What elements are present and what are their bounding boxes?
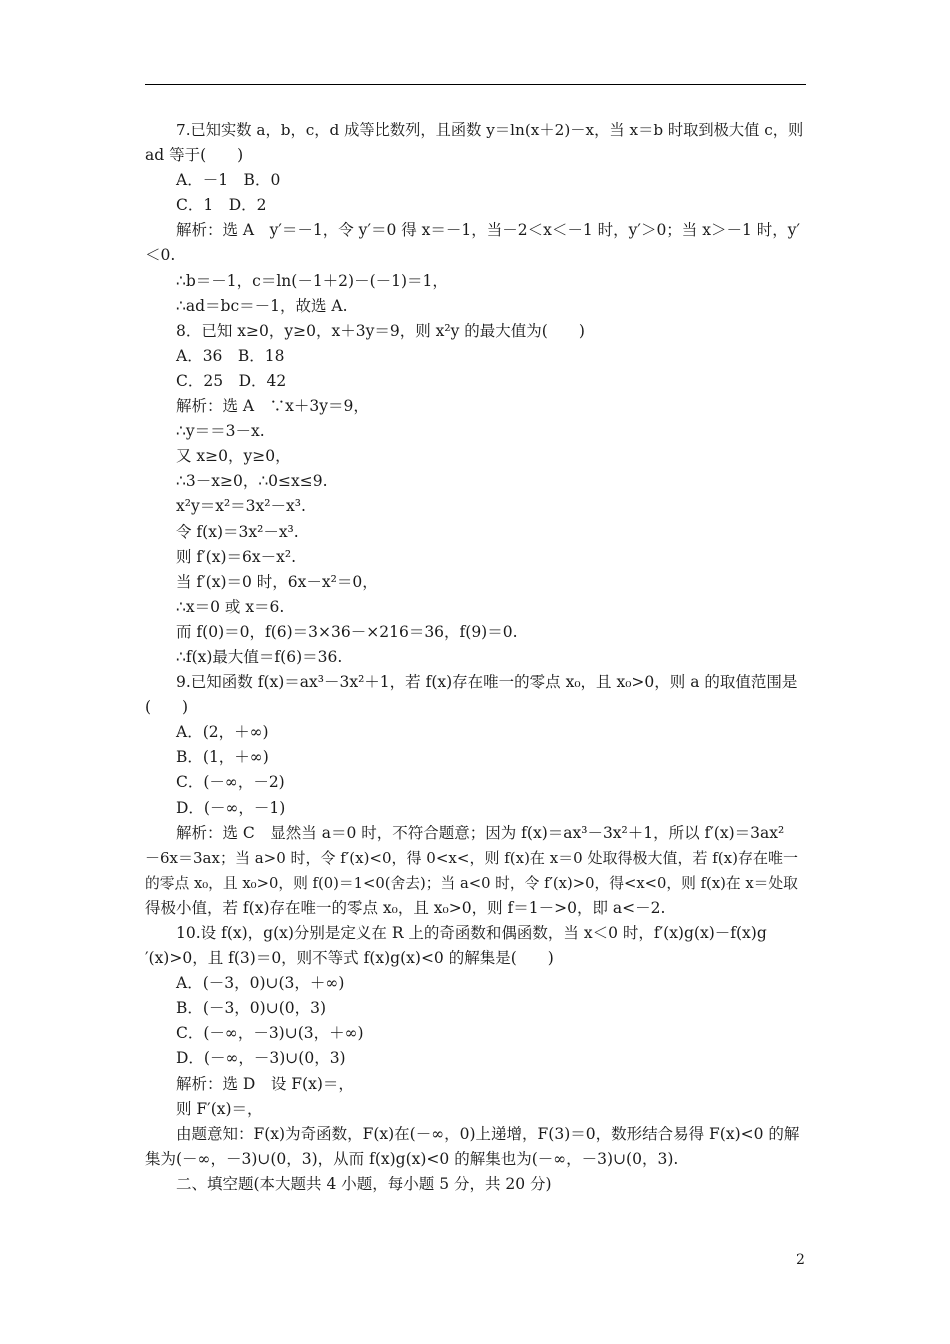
text-line: ( ) [145, 698, 189, 717]
text-line: ∴3－x≥0，∴0≤x≤9. [176, 472, 328, 491]
text-line: B．(1，＋∞) [176, 748, 269, 767]
text-line: 由题意知：F(x)为奇函数，F(x)在(－∞，0)上递增，F(3)＝0，数形结合易得 F(x)<0 的解 [176, 1124, 800, 1143]
text-line: 解析：选 C 显然当 a＝0 时，不符合题意；因为 f(x)＝ax³－3x²＋1，所以 f′(x)＝3ax² [176, 823, 785, 842]
text-line: 解析：选 A y′＝－1，令 y′＝0 得 x＝－1，当－2＜x＜－1 时，y′＞0；当 x＞－1 时，y′ [176, 221, 801, 240]
text-line: ∴y＝＝3－x. [176, 422, 265, 441]
header-rule [145, 84, 806, 85]
text-line: ′(x)>0，且 f(3)＝0，则不等式 f(x)g(x)<0 的解集是( ) [145, 949, 554, 968]
text-line: A．36 B．18 [176, 346, 285, 365]
text-line: ad 等于( ) [145, 146, 244, 165]
text-line: x²y＝x²＝3x²－x³. [176, 497, 306, 516]
text-line: 则 f′(x)＝6x－x². [176, 547, 297, 566]
text-line: 7.已知实数 a，b，c，d 成等比数列，且函数 y＝ln(x＋2)－x，当 x＝b 时取到极大值 c，则 [176, 121, 804, 139]
text-line: 令 f(x)＝3x²－x³. [176, 522, 299, 541]
text-line: ∴b＝－1，c＝ln(－1＋2)－(－1)＝1， [176, 271, 448, 290]
text-line: 解析：选 D 设 F(x)＝， [176, 1074, 354, 1093]
text-line: 则 F′(x)＝， [176, 1099, 263, 1118]
text-line: 解析：选 A ∵x＋3y＝9， [176, 397, 369, 416]
text-line: －6x＝3ax；当 a>0 时，令 f′(x)<0，得 0<x<，则 f(x)在 x＝0 处取得极大值，若 f(x)存在唯一 [145, 848, 798, 867]
text-line: A．(2，＋∞) [176, 723, 269, 742]
text-line: 当 f′(x)＝0 时，6x－x²＝0， [176, 572, 378, 591]
text-line: C．25 D．42 [176, 371, 287, 390]
text-line: C．1 D．2 [176, 196, 267, 215]
document-body [145, 118, 806, 1197]
text-line: A．(－3，0)∪(3，＋∞) [176, 974, 345, 993]
text-line: 9.已知函数 f(x)＝ax³－3x²＋1，若 f(x)存在唯一的零点 x₀，且 x₀>0，则 a 的取值范围是 [176, 673, 798, 692]
text-line: D．(－∞，－3)∪(0，3) [176, 1049, 346, 1068]
text-line: ∴x＝0 或 x＝6. [176, 597, 285, 616]
page-number: 2 [796, 1252, 805, 1268]
text-line: ＜0. [145, 246, 176, 265]
text-line: 的零点 x₀，且 x₀>0，则 f(0)＝1<0(舍去)；当 a<0 时，令 f′(x)>0，得<x<0，则 f(x)在 x＝处取 [145, 874, 798, 892]
text-line: 得极小值，若 f(x)存在唯一的零点 x₀，且 x₀>0，则 f＝1－>0，即 a<－2. [145, 898, 666, 917]
text-line: D．(－∞，－1) [176, 798, 286, 817]
text-line: C．(－∞，－3)∪(3，＋∞) [176, 1024, 364, 1043]
text-line: 集为(－∞，－3)∪(0，3)，从而 f(x)g(x)<0 的解集也为(－∞，－3)∪(0，3). [145, 1149, 679, 1168]
text-line: 二、填空题(本大题共 4 小题，每小题 5 分，共 20 分) [176, 1174, 552, 1193]
text-line: ∴f(x)最大值＝f(6)＝36. [176, 647, 343, 666]
text-line: 10.设 f(x)，g(x)分别是定义在 R 上的奇函数和偶函数，当 x＜0 时，f′(x)g(x)－f(x)g [176, 924, 767, 942]
text-line: B．(－3，0)∪(0，3) [176, 999, 327, 1018]
text-line: C．(－∞，－2) [176, 773, 285, 792]
text-line: 而 f(0)＝0，f(6)＝3×36－×216＝36，f(9)＝0. [176, 622, 518, 641]
text-line: 8．已知 x≥0，y≥0，x＋3y＝9，则 x²y 的最大值为( ) [176, 321, 585, 340]
text-line: 又 x≥0，y≥0， [176, 447, 291, 466]
text-line: ∴ad＝bc＝－1，故选 A. [176, 296, 348, 315]
text-line: A．－1 B．0 [176, 171, 281, 190]
